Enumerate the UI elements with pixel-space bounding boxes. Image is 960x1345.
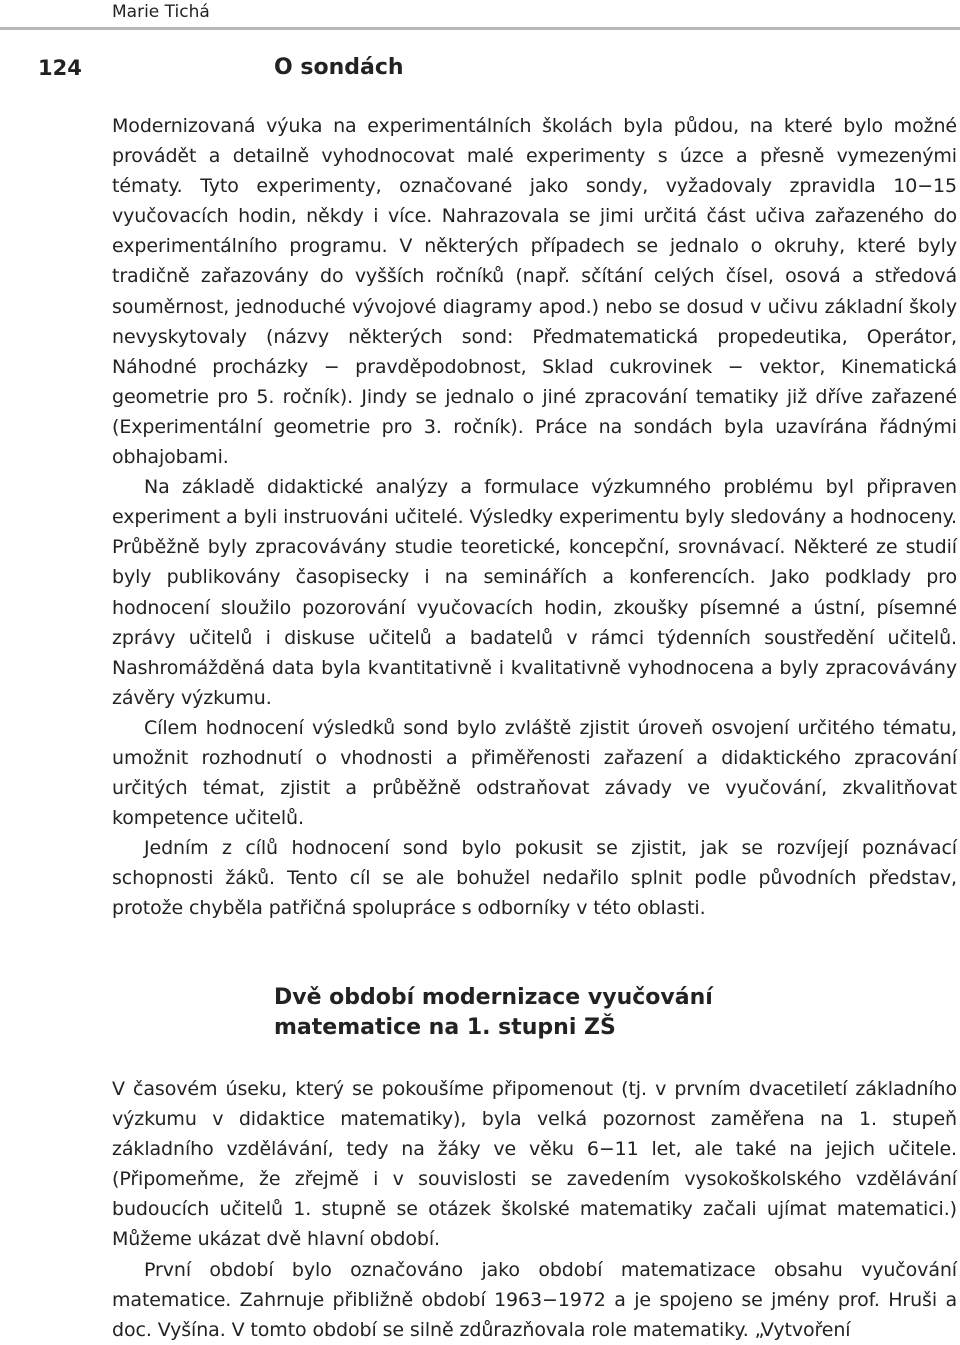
page-number: 124 (38, 56, 82, 80)
header-rule (0, 27, 960, 30)
subsection-title-line-2: matematice na 1. stupni ZŠ (274, 1015, 616, 1040)
paragraph: Cílem hodnocení výsledků sond bylo zvláště zjistit úroveň osvojení určitého tématu, umožnit rozhodnutí o vhodnosti a přiměřenosti zařazení a didaktického zpracování určitých témat, zjistit a průběžně odstraňovat závady ve vyučování, zkvalitňovat kompetence učitelů. (112, 716, 957, 830)
section-body (112, 111, 957, 924)
paragraph: V časovém úseku, který se pokoušíme připomenout (tj. v prvním dvacetiletí základního výzkumu v didaktice matematiky), byla velká pozornost zaměřena na 1. stupeň základního vzdělávání, tedy na žáky ve věku 6−11 let, ale také na jejich učitele. (Připomeňme, že zřejmě i v souvislosti se zavedením vysokoškolského vzdělávání budoucích učitelů 1. stupně se otázek školské matematiky začali ujímat matematici.) Můžeme ukázat dvě hlavní období. (112, 1078, 957, 1251)
paragraph: Modernizovaná výuka na experimentálních školách byla půdou, na které bylo možné provádět a detailně vyhodnocovat malé experimenty s úzce a přesně vymezenými tématy. Tyto experimenty, označované jako sondy, vyžadovaly zpravidla 10−15 vyučovacích hodin, někdy i více. Nahrazovala se jimi určitá část učiva zařazeného do experimentálního programu. V některých případech se jednalo o okruhy, které byly tradičně zařazovány do vyšších ročníků (např. sčítání celých čísel, osová a středová souměrnost, jednoduché vývojové diagramy apod.) nebo se dosud v učivu základní školy nevyskytovaly (názvy některých sond: Předmatematická propedeutika, Operátor, Náhodné procházky − pravděpodobnost, Sklad cukrovinek − vektor, Kinematická geometrie pro 5. ročník). Jindy se jednalo o jiné zpracování tematiky již dříve zařazené (Experimentální geometrie pro 3. ročník). Práce na sondách byla uzavírána řádnými obhajobami. (112, 115, 957, 469)
subsection-body (112, 1074, 957, 1345)
section-title: O sondách (274, 55, 404, 80)
paragraph: Na základě didaktické analýzy a formulace výzkumného problému byl připraven experiment a byli instruováni učitelé. Výsledky experimentu byly sledovány a hodnoceny. Průběžně byly zpracovávány studie teoretické, koncepční, srovnávací. Některé ze studií byly publikovány časopisecky i na seminářích a konferencích. Jako podklady pro hodnocení sloužilo pozorování vyučovacích hodin, zkoušky písemné a ústní, písemné zprávy učitelů i diskuse učitelů a badatelů v rámci týdenních soustředění učitelů. Nashromážděná data byla kvantitativně i kvalitativně vyhodnocena a byly zpracovávány závěry výzkumu. (112, 476, 957, 709)
subsection-title (274, 983, 874, 1043)
running-head: Marie Tichá (112, 2, 210, 22)
paragraph: První období bylo označováno jako období matematizace obsahu vyučování matematice. Zahrnuje přibližně období 1963−1972 a je spojeno se jmény prof. Hruši a doc. Vyšína. V tomto období se silně zdůrazňovala role matematiky. „Vytvoření (112, 1258, 957, 1341)
paragraph: Jedním z cílů hodnocení sond bylo pokusit se zjistit, jak se rozvíjejí poznávací schopnosti žáků. Tento cíl se ale bohužel nedařilo splnit podle původních představ, protože chyběla patřičná spolupráce s odborníky v této oblasti. (112, 837, 957, 920)
subsection-title-line-1: Dvě období modernizace vyučování (274, 985, 713, 1010)
